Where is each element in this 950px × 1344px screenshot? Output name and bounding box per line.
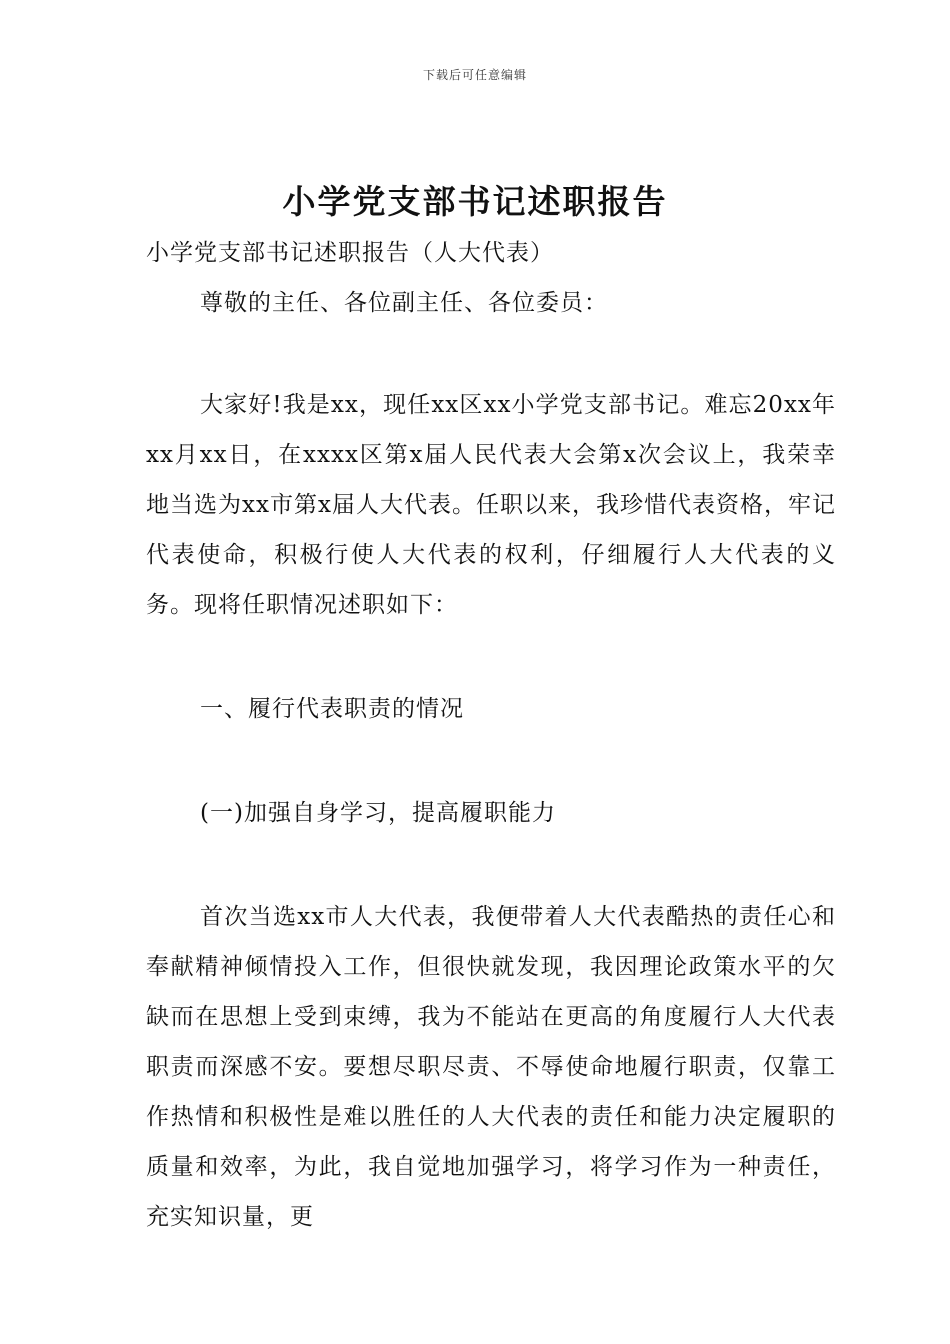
paragraph-study: 首次当选xx市人大代表，我便带着人大代表酷热的责任心和奉献精神倾情投入工作，但很快就发现，我因理论政策水平的欠缺而在思想上受到束缚，我为不能站在更高的角度履行人大代表职责而深感不安。要想尽职尽责、不辱使命地履行职责，仅靠工作热情和积极性是难以胜任的人大代表的责任和能力决定履职的质量和效率，为此，我自觉地加强学习，将学习作为一种责任，充实知识量，更 (146, 904, 836, 1230)
subsection-heading-1: (一)加强自身学习，提高履职能力 (200, 800, 556, 826)
document-subtitle: 小学党支部书记述职报告（人大代表） (146, 240, 554, 266)
paragraph-intro: 大家好!我是xx，现任xx区xx小学党支部书记。难忘20xx年xx月xx日，在xxxx区第x届人民代表大会第x次会议上，我荣幸地当选为xx市第x届人大代表。任职以来，我珍惜代表资格，牢记代表使命，积极行使人大代表的权利，仔细履行人大代表的义务。现将任职情况述职如下： (146, 392, 836, 618)
document-title: 小学党支部书记述职报告 (282, 182, 668, 221)
section-heading-1: 一、履行代表职责的情况 (200, 696, 464, 722)
header-note: 下载后可任意编辑 (422, 68, 527, 82)
document-body (146, 228, 836, 1242)
salutation: 尊敬的主任、各位副主任、各位委员： (200, 290, 608, 316)
